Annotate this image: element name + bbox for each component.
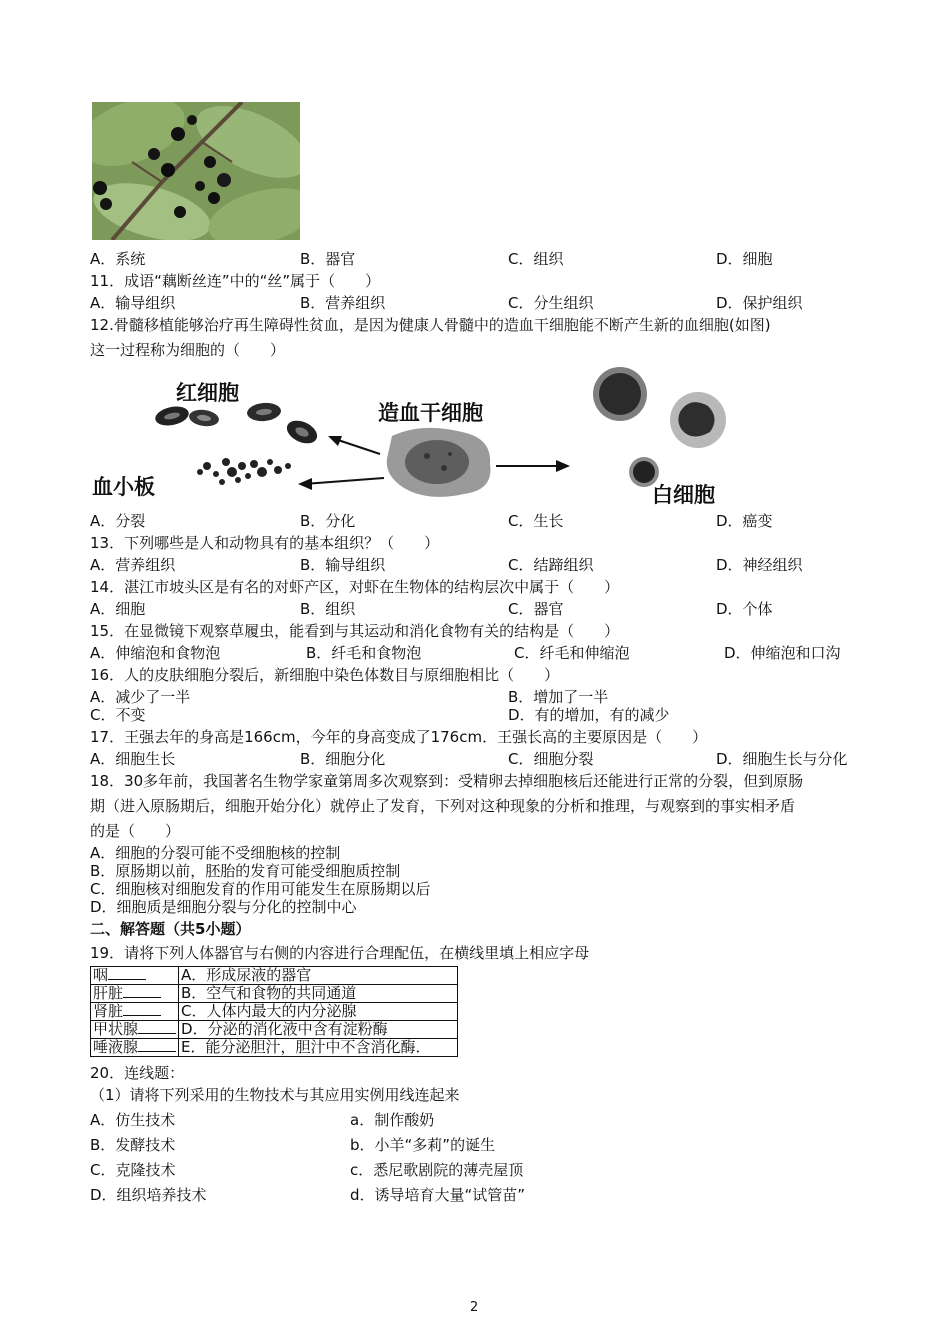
label-white-blood-cell: 白细胞 — [652, 482, 715, 507]
q17-option-b[interactable]: B．细胞分化 — [300, 750, 386, 768]
organ-cell — [91, 1039, 179, 1057]
q13-option-d[interactable]: D．神经组织 — [716, 556, 803, 574]
description-cell: C．人体内最大的内分泌腺 — [179, 1003, 458, 1021]
q11-option-b[interactable]: B．营养组织 — [300, 294, 386, 312]
q15-option-c[interactable]: C．纤毛和伸缩泡 — [514, 644, 630, 662]
q10-option-a[interactable]: A．系统 — [90, 250, 146, 268]
blood-cell-diagram — [92, 366, 732, 508]
table-row — [91, 985, 458, 1003]
description-cell: D．分泌的消化液中含有淀粉酶 — [179, 1021, 458, 1039]
organ-name: 肝脏 — [93, 984, 124, 1002]
q14-option-a[interactable]: A．细胞 — [90, 600, 146, 618]
q18-option-c[interactable]: C．细胞核对细胞发育的作用可能发生在原肠期以后 — [90, 880, 431, 898]
q18-option-d[interactable]: D．细胞质是细胞分裂与分化的控制中心 — [90, 898, 357, 916]
q18-option-b[interactable]: B．原肠期以前，胚胎的发育可能受细胞质控制 — [90, 862, 401, 880]
label-stem-cell: 造血干细胞 — [378, 400, 483, 425]
platelets — [197, 458, 291, 485]
q12-option-d[interactable]: D．癌变 — [716, 512, 773, 530]
answer-blank[interactable] — [123, 985, 161, 998]
table-row — [91, 1021, 458, 1039]
table-row — [91, 967, 458, 985]
q16-option-a[interactable]: A．减少了一半 — [90, 688, 191, 706]
answer-blank[interactable] — [123, 1003, 161, 1016]
q18-stem-line1: 18．30多年前，我国著名生物学家童第周多次观察到：受精卵去掉细胞核后还能进行正常的分裂，但到原肠 — [90, 772, 804, 790]
q15-stem: 15．在显微镜下观察草履虫，能看到与其运动和消化食物有关的结构是（ ） — [90, 622, 620, 640]
q16-option-b[interactable]: B．增加了一半 — [508, 688, 609, 706]
organ-name: 咽 — [93, 966, 109, 984]
answer-blank[interactable] — [108, 967, 146, 980]
organ-name: 唾液腺 — [93, 1038, 139, 1056]
q17-option-a[interactable]: A．细胞生长 — [90, 750, 176, 768]
q12-stem-line2: 这一过程称为细胞的（ ） — [90, 341, 286, 359]
organ-name: 甲状腺 — [93, 1020, 139, 1038]
q11-option-c[interactable]: C．分生组织 — [508, 294, 594, 312]
q12-stem-line1: 12.骨髓移植能够治疗再生障碍性贫血，是因为健康人骨髓中的造血干细胞能不断产生新的血细胞(如图) — [90, 316, 771, 334]
q14-stem: 14．湛江市坡头区是有名的对虾产区，对虾在生物体的结构层次中属于（ ） — [90, 578, 620, 596]
q15-option-b[interactable]: B．纤毛和食物泡 — [306, 644, 422, 662]
answer-blank[interactable] — [138, 1021, 176, 1034]
q12-option-b[interactable]: B．分化 — [300, 512, 356, 530]
description-cell: E．能分泌胆汁，胆汁中不含消化酶． — [179, 1039, 458, 1057]
organ-cell — [91, 1003, 179, 1021]
q18-stem-line2: 期（进入原肠期后，细胞开始分化）就停止了发育，下列对这种现象的分析和推理，与观察到的事实相矛盾 — [90, 797, 796, 815]
red-blood-cells — [154, 402, 321, 448]
q13-option-c[interactable]: C．结蹄组织 — [508, 556, 594, 574]
q10-option-c[interactable]: C．组织 — [508, 250, 564, 268]
q18-option-a[interactable]: A．细胞的分裂可能不受细胞核的控制 — [90, 844, 341, 862]
q14-option-c[interactable]: C．器官 — [508, 600, 564, 618]
q13-option-b[interactable]: B．输导组织 — [300, 556, 386, 574]
q11-stem: 11．成语“藕断丝连”中的“丝”属于（ ） — [90, 272, 381, 290]
q20-left-item[interactable]: C．克隆技术 — [90, 1161, 176, 1179]
q17-option-d[interactable]: D．细胞生长与分化 — [716, 750, 848, 768]
q16-option-c[interactable]: C．不变 — [90, 706, 146, 724]
description-cell: A．形成尿液的器官 — [179, 967, 458, 985]
stem-cell — [387, 428, 491, 497]
q20-right-item[interactable]: d．诱导培育大量“试管苗” — [350, 1186, 526, 1204]
organ-cell — [91, 1021, 179, 1039]
q10-option-d[interactable]: D．细胞 — [716, 250, 773, 268]
white-blood-cells — [593, 367, 726, 487]
q20-left-item[interactable]: D．组织培养技术 — [90, 1186, 207, 1204]
q10-option-b[interactable]: B．器官 — [300, 250, 356, 268]
q20-right-item[interactable]: c．悉尼歌剧院的薄壳屋顶 — [350, 1161, 524, 1179]
q15-option-a[interactable]: A．伸缩泡和食物泡 — [90, 644, 221, 662]
q16-option-d[interactable]: D．有的增加，有的减少 — [508, 706, 670, 724]
q14-option-b[interactable]: B．组织 — [300, 600, 356, 618]
q17-stem: 17．王强去年的身高是166cm，今年的身高变成了176cm．王强长高的主要原因是（ ） — [90, 728, 708, 746]
q17-option-c[interactable]: C．细胞分裂 — [508, 750, 594, 768]
q20-stem: 20．连线题： — [90, 1064, 185, 1082]
q12-option-a[interactable]: A．分裂 — [90, 512, 146, 530]
q20-right-item[interactable]: b．小羊“多莉”的诞生 — [350, 1136, 496, 1154]
q13-option-a[interactable]: A．营养组织 — [90, 556, 176, 574]
organ-name: 肾脏 — [93, 1002, 124, 1020]
q11-option-a[interactable]: A．输导组织 — [90, 294, 176, 312]
page-number: 2 — [470, 1300, 479, 1315]
q20-sub1: （1）请将下列采用的生物技术与其应用实例用线连起来 — [90, 1086, 460, 1104]
q14-option-d[interactable]: D．个体 — [716, 600, 773, 618]
q12-option-c[interactable]: C．生长 — [508, 512, 564, 530]
organ-matching-table — [90, 966, 458, 1057]
table-row — [91, 1003, 458, 1021]
table-row — [91, 1039, 458, 1057]
section-heading: 二、解答题（共5小题） — [90, 920, 251, 938]
q20-left-item[interactable]: B．发酵技术 — [90, 1136, 176, 1154]
q13-stem: 13．下列哪些是人和动物具有的基本组织？（ ） — [90, 534, 440, 552]
organ-cell — [91, 967, 179, 985]
q20-left-item[interactable]: A．仿生技术 — [90, 1111, 176, 1129]
q18-stem-line3: 的是（ ） — [90, 822, 181, 840]
q15-option-d[interactable]: D．伸缩泡和口沟 — [724, 644, 841, 662]
q20-right-item[interactable]: a．制作酸奶 — [350, 1111, 435, 1129]
berry-plant-photo — [92, 102, 300, 240]
q11-option-d[interactable]: D．保护组织 — [716, 294, 803, 312]
description-cell: B．空气和食物的共同通道 — [179, 985, 458, 1003]
organ-cell — [91, 985, 179, 1003]
q16-stem: 16．人的皮肤细胞分裂后，新细胞中染色体数目与原细胞相比（ ） — [90, 666, 560, 684]
label-platelet: 血小板 — [92, 474, 155, 499]
q19-stem: 19．请将下列人体器官与右侧的内容进行合理配伍，在横线里填上相应字母 — [90, 944, 590, 962]
answer-blank[interactable] — [138, 1039, 176, 1052]
label-red-blood-cell: 红细胞 — [176, 380, 239, 405]
